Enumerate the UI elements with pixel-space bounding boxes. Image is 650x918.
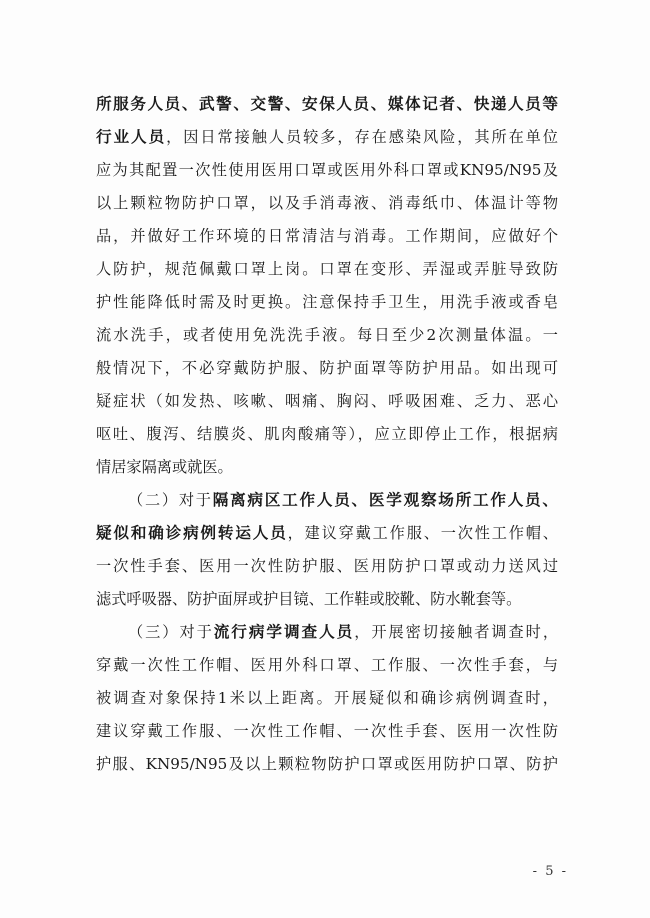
text-line xyxy=(96,88,558,121)
body-text: ，开展密切接触者调查时， xyxy=(354,623,559,641)
bold-text: 疑似和确诊病例转运人员 xyxy=(96,524,288,542)
text-line: 一次性手套、医用一次性防护服、医用防护口罩或动力送风过 xyxy=(96,557,558,575)
body-text: ，因日常接触人员较多，存在感染风险，其所在单位 xyxy=(166,128,558,146)
text-line: 人防护，规范佩戴口罩上岗。口罩在变形、弄湿或弄脏导致防 xyxy=(96,260,558,278)
bold-text: 所服务人员、武警、交警、安保人员、媒体记者、快递人员等 xyxy=(96,95,558,113)
text-line: 建议穿戴工作服、一次性工作帽、一次性手套、医用一次性防 xyxy=(96,722,558,740)
text-line: 情居家隔离或就医。 xyxy=(96,458,233,476)
text-line: 呕吐、腹泻、结膜炎、肌肉酸痛等），应立即停止工作，根据病 xyxy=(96,425,558,443)
text-line xyxy=(96,517,558,550)
text-line xyxy=(96,121,558,154)
text-line: 被调查对象保持1米以上距离。开展疑似和确诊病例调查时， xyxy=(96,689,558,707)
text-line: 穿戴一次性工作帽、医用外科口罩、工作服、一次性手套，与 xyxy=(96,656,558,674)
bold-text: 隔离病区工作人员、医学观察场所工作人员、 xyxy=(212,491,558,509)
text-line: 品，并做好工作环境的日常清洁与消毒。工作期间，应做好个 xyxy=(96,227,558,245)
text-line: 护性能降低时需及时更换。注意保持手卫生，用洗手液或香皂 xyxy=(96,293,558,311)
text-line: 以上颗粒物防护口罩，以及手消毒液、消毒纸巾、体温计等物 xyxy=(96,194,558,212)
text-line: 疑症状（如发热、咳嗽、咽痛、胸闷、呼吸困难、乏力、恶心 xyxy=(96,392,558,410)
text-line: 般情况下，不必穿戴防护服、防护面罩等防护用品。如出现可 xyxy=(96,359,558,377)
body-text: （三）对于 xyxy=(128,623,214,641)
text-line: 滤式呼吸器、防护面屏或护目镜、工作鞋或胶靴、防水靴套等。 xyxy=(96,590,522,608)
text-line: 应为其配置一次性使用医用口罩或医用外科口罩或KN95/N95及 xyxy=(96,161,558,179)
body-text: ，建议穿戴工作服、一次性工作帽、 xyxy=(287,524,558,542)
page-number: - 5 - xyxy=(532,864,568,879)
text-line: 护服、KN95/N95及以上颗粒物防护口罩或医用防护口罩、防护 xyxy=(96,755,558,773)
document-body xyxy=(96,88,558,781)
text-line: 流水洗手，或者使用免洗洗手液。每日至少2次测量体温。一 xyxy=(96,326,558,344)
body-text: （二）对于 xyxy=(128,491,213,509)
text-line xyxy=(96,616,558,649)
bold-text: 行业人员 xyxy=(96,128,167,146)
text-line xyxy=(96,484,558,517)
bold-text: 流行病学调查人员 xyxy=(213,623,355,641)
